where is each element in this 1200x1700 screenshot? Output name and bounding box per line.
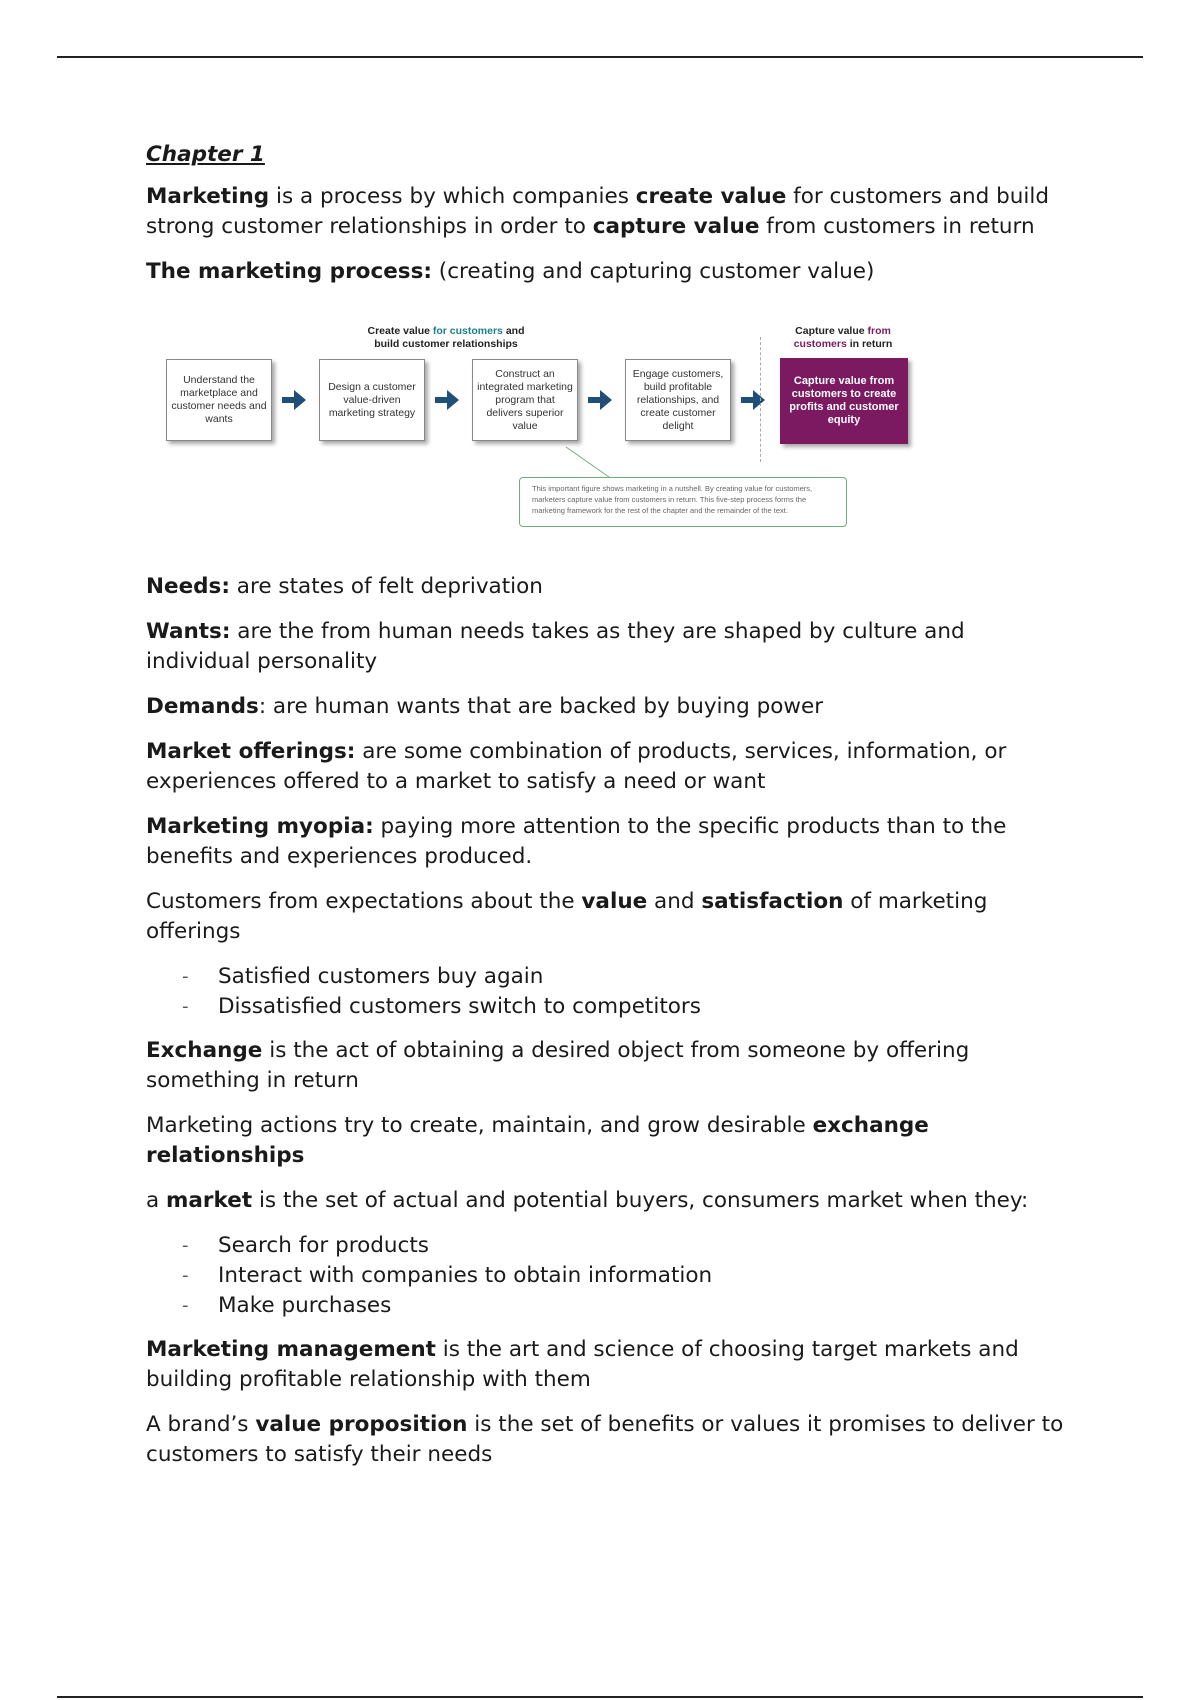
market-behaviors-list bbox=[146, 1231, 1066, 1321]
arrow-right-icon bbox=[280, 387, 308, 413]
list-item: - Satisfied customers buy again bbox=[182, 962, 1066, 992]
wants-definition: Wants: are the from human needs takes as they are shaped by culture and individual personality bbox=[146, 619, 965, 674]
document-body bbox=[146, 140, 1066, 1485]
customer-expectations-paragraph: Customers from expectations about the value and satisfaction of marketing offerings bbox=[146, 889, 988, 944]
arrow-right-icon bbox=[433, 387, 461, 413]
demands-definition: Demands: are human wants that are backed by buying power bbox=[146, 694, 824, 719]
process-step-1: Understand the marketplace and customer needs and wants bbox=[166, 359, 272, 441]
figure-note: This important figure shows marketing in a nutshell. By creating value for customers, marketers capture value from customers in return. This five-step process forms the marketing framework for the rest of the chapter and the remainder of the text. bbox=[519, 477, 847, 527]
bottom-rule bbox=[57, 1696, 1143, 1698]
needs-definition: Needs: are states of felt deprivation bbox=[146, 574, 543, 599]
process-step-4: Engage customers, build profitable relationships, and create customer delight bbox=[625, 359, 731, 441]
arrow-right-icon bbox=[586, 387, 614, 413]
value-proposition-definition: A brand’s value proposition is the set of benefits or values it promises to deliver to customers to satisfy their needs bbox=[146, 1412, 1064, 1467]
marketing-management-definition: Marketing management is the art and science of choosing target markets and building profitable relationship with them bbox=[146, 1337, 1019, 1392]
figure-header-capture: Capture value from customers in return bbox=[793, 325, 893, 350]
market-definition: a market is the set of actual and potential buyers, consumers market when they: bbox=[146, 1188, 1029, 1213]
figure-header-create: Create value for customers and build customer relationships bbox=[367, 325, 525, 350]
list-item: - Make purchases bbox=[182, 1291, 1066, 1321]
arrow-right-icon bbox=[739, 387, 767, 413]
process-step-2: Design a customer value-driven marketing strategy bbox=[319, 359, 425, 441]
process-step-final: Capture value from customers to create profits and customer equity bbox=[780, 358, 908, 444]
list-item: - Search for products bbox=[182, 1231, 1066, 1261]
exchange-definition: Exchange is the act of obtaining a desired object from someone by offering something in return bbox=[146, 1038, 970, 1093]
list-item: - Interact with companies to obtain information bbox=[182, 1261, 1066, 1291]
marketing-actions-paragraph: Marketing actions try to create, maintain, and grow desirable exchange relationships bbox=[146, 1113, 929, 1168]
marketing-process-heading: The marketing process: (creating and capturing customer value) bbox=[146, 259, 875, 284]
top-rule bbox=[57, 56, 1143, 58]
chapter-title: Chapter 1 bbox=[146, 142, 265, 167]
marketing-myopia-definition: Marketing myopia: paying more attention to the specific products than to the benefits and experiences produced. bbox=[146, 814, 1007, 869]
process-step-3: Construct an integrated marketing program that delivers superior value bbox=[472, 359, 578, 441]
list-item: - Dissatisfied customers switch to competitors bbox=[182, 992, 1066, 1022]
note-connector bbox=[564, 445, 624, 479]
marketing-process-figure bbox=[156, 317, 936, 547]
satisfaction-list bbox=[146, 962, 1066, 1022]
market-offerings-definition: Market offerings: are some combination of products, services, information, or experiences offered to a market to satisfy a need or want bbox=[146, 739, 1007, 794]
figure-divider bbox=[760, 337, 761, 462]
marketing-definition: Marketing is a process by which companies create value for customers and build strong customer relationships in order to capture value from customers in return bbox=[146, 184, 1049, 239]
